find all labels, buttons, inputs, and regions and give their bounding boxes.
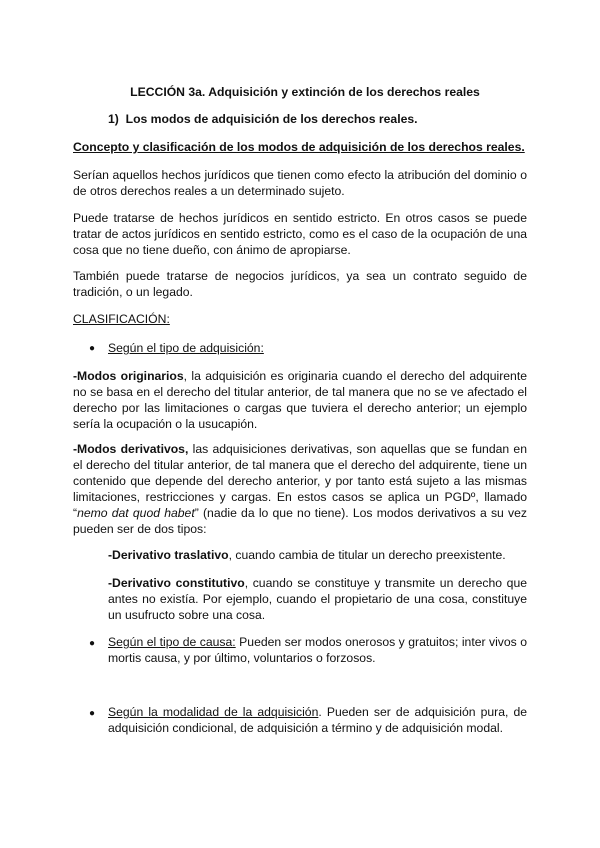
traslativo-text: , cuando cambia de titular un derecho preexistente. [228, 548, 506, 562]
derivativos-text-end: ” (nadie da lo que no tiene). Los modos derivativos a su vez pueden ser de dos tipos: [73, 506, 527, 536]
originarios-term: -Modos originarios [73, 369, 184, 383]
bullet-icon: ● [89, 343, 96, 354]
paragraph-derivativos [73, 441, 527, 537]
bullet-modalidad [108, 704, 527, 736]
constitutivo-text: , cuando se constituye y transmite un derecho que antes no existía. Por ejemplo, cuando el propietario de una cosa, constituye un usufructo sobre una cosa. [108, 576, 527, 622]
modalidad-label: Según la modalidad de la adquisición [108, 705, 319, 719]
lesson-title: LECCIÓN 3a. Adquisición y extinción de los derechos reales [130, 85, 480, 99]
constitutivo-term: -Derivativo constitutivo [108, 576, 245, 590]
section-heading [108, 111, 562, 127]
paragraph-negocios: También puede tratarse de negocios jurídicos, ya sea un contrato seguido de tradición, o un legado. [73, 269, 527, 299]
bullet-tipo-causa [108, 634, 527, 666]
bullet-icon: ● [89, 638, 96, 649]
traslativo-term: -Derivativo traslativo [108, 548, 229, 562]
paragraph-definition: Serían aquellos hechos jurídicos que tienen como efecto la atribución del dominio o de otros derechos reales a un determinado sujeto. [73, 168, 527, 198]
paragraph-hechos: Puede tratarse de hechos jurídicos en sentido estricto. En otros casos se puede tratar de actos jurídicos en sentido estricto, como es el caso de la ocupación de una cosa que no tiene dueño, con ánimo de apropiarse. [73, 211, 527, 257]
concept-heading: Concepto y clasificación de los modos de adquisición de los derechos reales. [73, 140, 525, 154]
originarios-text: , la adquisición es originaria cuando el derecho del adquirente no se basa en el derecho del titular anterior, de tal manera que no se ve afectado el derecho por las limitaciones o cargas que tuviera el derecho anterior; un ejemplo sería la ocupación o la usucapión. [73, 369, 527, 431]
section-number: 1) [108, 112, 119, 126]
section-title: Los modos de adquisición de los derechos reales. [125, 112, 418, 126]
derivativos-term: -Modos derivativos, [73, 442, 189, 456]
latin-maxim: nemo dat quod habet [77, 506, 195, 520]
paragraph-traslativo [108, 547, 527, 563]
paragraph-originarios [73, 368, 527, 432]
causa-text: Pueden ser modos onerosos y gratuitos; inter vivos o mortis causa, y por último, voluntarios o forzosos. [108, 635, 528, 665]
causa-label: Según el tipo de causa: [108, 635, 236, 649]
derivativos-text: las adquisiciones derivativas, son aquellas que se fundan en el derecho del titular anterior, de tal manera que el derecho del adquirente, tiene un contenido que depende del derecho anterior, y por tanto está sujeto a las mismas limitaciones, restricciones y cargas. En estos casos se aplica un PGDº, llamado “ [73, 442, 527, 520]
paragraph-constitutivo [108, 575, 527, 623]
modalidad-text: . Pueden ser de adquisición pura, de adquisición condicional, de adquisición a término y de adquisición modal. [108, 705, 527, 735]
bullet-icon: ● [89, 708, 96, 719]
clasificacion-label: CLASIFICACIÓN: [73, 312, 170, 326]
bullet-tipo-adquisicion: Según el tipo de adquisición: [108, 341, 264, 355]
